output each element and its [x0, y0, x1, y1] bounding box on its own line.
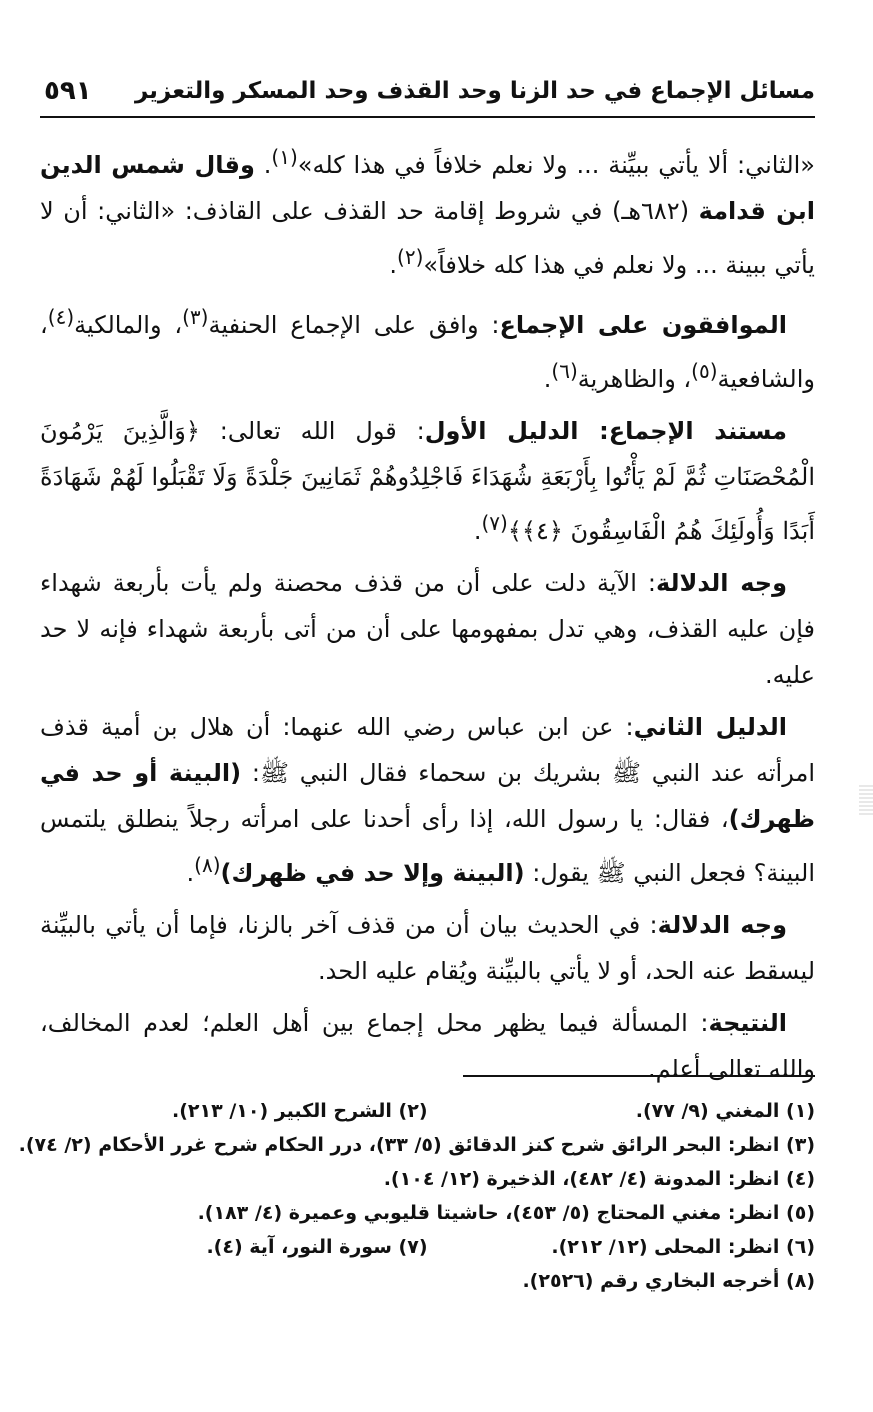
- quote-text-2: (٦٨٢هـ) في شروط إقامة حد القذف على القاذف: «الثاني: أن لا يأتي ببينة ... ولا نعلم في هذا كله خلافاً»: [40, 197, 815, 279]
- text: : عن ابن عباس رضي الله عنهما: أن هلال بن أمية قذف امرأته عند النبي ﷺ بشريك بن سحماء فقال النبي ﷺ:: [40, 713, 815, 787]
- footnote-4: (٤) انظر: المدونة (٤/ ٤٨٢)، الذخيرة (١٢/ ١٠٤).: [383, 1168, 815, 1190]
- paragraph-evidence-indication-2: [40, 902, 815, 994]
- footnote-row: [40, 1230, 815, 1264]
- hadith-quote: (البينة وإلا حد في ظهرك): [220, 859, 525, 887]
- text: ، فقال: يا رسول الله، إذا رأى أحدنا على امرأته رجلاً ينطلق يلتمس البينة؟ فجعل النبي ﷺ يقول:: [40, 805, 815, 887]
- section-label: وجه الدلالة: [657, 911, 787, 939]
- book-page: [18, 0, 816, 1412]
- text: ، والشافعية: [40, 311, 815, 393]
- footnote-row: [40, 1196, 815, 1230]
- text: : المسألة فيما يظهر محل إجماع بين أهل العلم؛ لعدم المخالف، والله تعالى أعلم.: [40, 1009, 815, 1083]
- footnote-ref-1: (١): [271, 145, 298, 169]
- text: ، والظاهرية: [577, 365, 692, 393]
- section-label: الدليل الثاني: [633, 713, 787, 741]
- paragraph-result: [40, 1000, 815, 1092]
- page-number: ٥٩١: [44, 76, 92, 106]
- footnote-ref-2: (٢): [397, 245, 424, 269]
- footnote-row: [40, 1162, 815, 1196]
- section-label: النتيجة: [708, 1009, 787, 1037]
- footnote-ref-4: (٤): [47, 305, 75, 329]
- text: ، والمالكية: [74, 311, 183, 339]
- punct: .: [543, 365, 552, 393]
- paragraph-second-evidence: [40, 704, 815, 896]
- footnote-8: (٨) أخرجه البخاري رقم (٢٥٢٦).: [522, 1270, 815, 1292]
- footnote-ref-3: (٣): [182, 305, 209, 329]
- paragraph-first-evidence: [40, 408, 815, 554]
- footnote-ref-6: (٦): [551, 359, 578, 383]
- text: : الآية دلت على أن من قذف محصنة ولم يأت بأربعة شهداء فإن عليه القذف، وهي تدل بمفهومها على أن من أتى بأربعة شهداء فإنه لا حد عليه.: [40, 569, 815, 689]
- footnote-row: [18, 1128, 815, 1162]
- hadith-quote: (البينة أو حد في ظهرك): [40, 759, 815, 833]
- paragraph-evidence-indication-1: [40, 560, 815, 698]
- text: : قول الله تعالى:: [199, 417, 425, 445]
- text: : في الحديث بيان أن من قذف آخر بالزنا، فإما أن يأتي بالبيِّنة ليسقط عنه الحد، أو لا يأتي بالبيِّنة ويُقام عليه الحد.: [40, 911, 815, 985]
- footnote-separator: [463, 1075, 815, 1077]
- footnote-2: (٢) الشرح الكبير (١٠/ ٢١٣).: [172, 1100, 428, 1122]
- paragraph-quote-second-condition: [40, 134, 815, 288]
- footnote-ref-5: (٥): [691, 359, 718, 383]
- punct: .: [186, 859, 195, 887]
- footnote-5: (٥) انظر: مغني المحتاج (٥/ ٤٥٣)، حاشيتا قليوبي وعميرة (٤/ ١٨٣).: [197, 1202, 815, 1224]
- footnote-row: [40, 1264, 815, 1298]
- footnote-1: (١) المغني (٩/ ٧٧).: [635, 1100, 815, 1122]
- running-header: [40, 66, 815, 118]
- footnote-6: (٦) انظر: المحلى (١٢/ ٢١٢).: [551, 1236, 815, 1258]
- footnotes: [18, 1094, 815, 1298]
- footnote-3: (٣) انظر: البحر الرائق شرح كنز الدقائق (٥/ ٣٣)، درر الحكام شرح غرر الأحكام (٢/ ٧٤).: [18, 1134, 815, 1156]
- section-label: الموافقون على الإجماع: [499, 311, 787, 339]
- bold-author: وقال شمس الدين ابن قدامة: [40, 151, 816, 225]
- section-label: مستند الإجماع: الدليل الأول: [424, 417, 787, 445]
- paragraph-agreeing-schools: [40, 294, 815, 402]
- footnote-row: [40, 1094, 815, 1128]
- footnote-7: (٧) سورة النور، آية (٤).: [206, 1236, 428, 1258]
- section-label: وجه الدلالة: [655, 569, 787, 597]
- footnote-ref-8: (٨): [194, 853, 221, 877]
- footnote-ref-7: (٧): [481, 511, 508, 535]
- punct: .: [254, 151, 272, 179]
- scan-artifact: [859, 785, 873, 815]
- punct: .: [389, 251, 398, 279]
- main-text: [40, 134, 815, 1098]
- quote-text: «الثاني: ألا يأتي ببيِّنة ... ولا نعلم خلافاً في هذا كله»: [297, 151, 815, 179]
- text: : وافق على الإجماع الحنفية: [208, 311, 500, 339]
- running-title: مسائل الإجماع في حد الزنا وحد القذف وحد المسكر والتعزير: [134, 78, 815, 104]
- quran-verse: ﴿وَالَّذِينَ يَرْمُونَ الْمُحْصَنَاتِ ثُمَّ لَمْ يَأْتُوا بِأَرْبَعَةِ شُهَدَاءَ فَاجْلِدُوهُمْ ثَمَانِينَ جَلْدَةً وَلَا تَقْبَلُوا لَهُمْ شَهَادَةً أَبَدًا وَأُولَئِكَ هُمُ الْفَاسِقُونَ ﴿٤﴾﴾: [40, 417, 815, 545]
- punct: .: [473, 517, 482, 545]
